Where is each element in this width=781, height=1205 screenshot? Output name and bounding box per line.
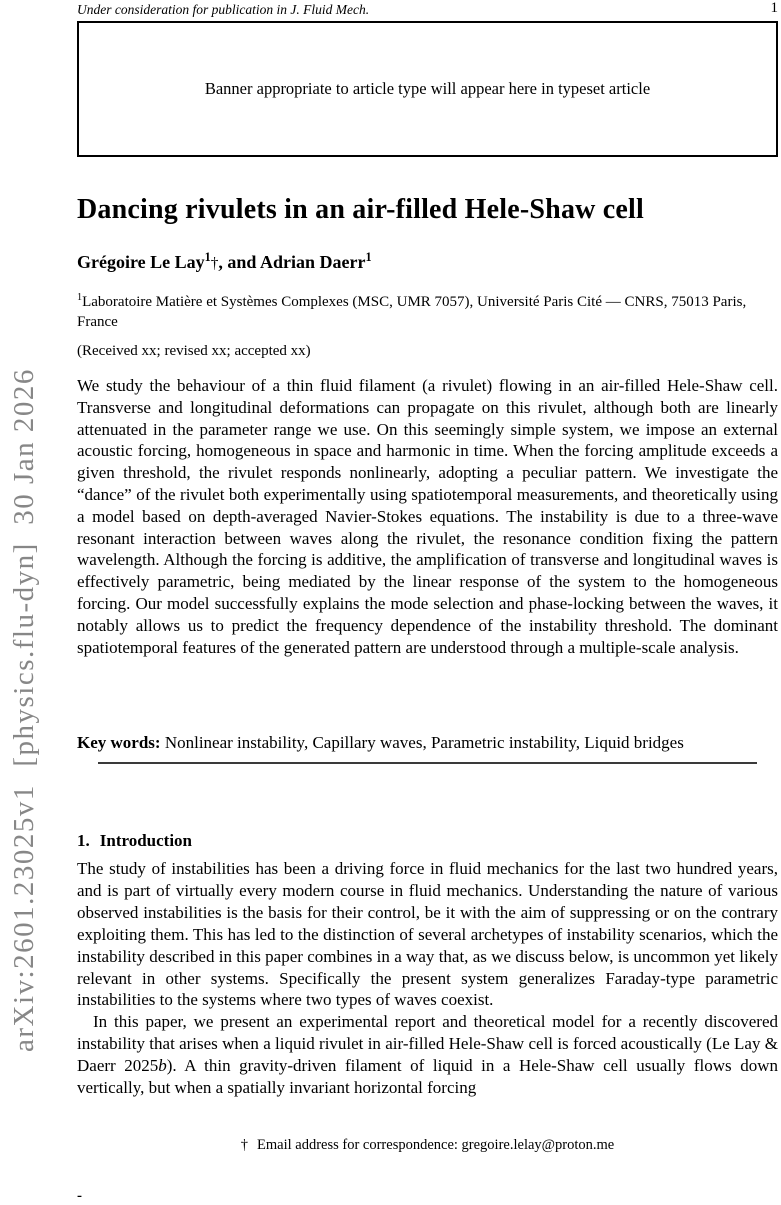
arxiv-watermark: arXiv:2601.23025v1 [physics.flu-dyn] 30 Jan 2026: [8, 368, 40, 1052]
footnote-dagger: †: [240, 1137, 249, 1153]
author-line: [77, 252, 778, 273]
author-1: Grégoire Le Lay: [77, 252, 205, 272]
author-2-affiliation-mark: 1: [365, 250, 372, 264]
author-separator: , and: [218, 252, 260, 272]
footer-dash-mark: -: [77, 1188, 82, 1204]
corresponding-author-dagger: †: [210, 255, 219, 272]
banner-text: Banner appropriate to article type will appear here in typeset article: [204, 79, 651, 98]
intro-paragraph-1: The study of instabilities has been a driving force in fluid mechanics for the last two hundred years, and is part of virtually every modern course in fluid mechanics. Understanding the nature of various observed instabilities is the basis for their control, be it with the aim of suppressing or on the contrary exploiting them. This has led to the distinction of several archetypes of instability scenarios, which the instability described in this paper combines in a way that, as we discuss below, is uncommon yet likely relevant in other systems. Specifically the present system generalizes Faraday-type parametric instabilities to the systems where two types of waves coexist.: [77, 859, 778, 1010]
received-line: (Received xx; revised xx; accepted xx): [77, 343, 311, 359]
affiliation-text: Laboratoire Matière et Systèmes Complexes (MSC, UMR 7057), Université Paris Cité — CNRS, 75013 Paris, France: [77, 294, 747, 330]
introduction-body: [77, 858, 778, 1099]
keywords-label: Key words:: [77, 733, 161, 752]
section-title: Introduction: [99, 831, 193, 850]
affiliation-mark: 1: [77, 292, 83, 303]
intro-p2-text-b: ). A thin gravity-driven filament of liquid in a Hele-Shaw cell usually flows down vertically, but when a spatially invariant horizontal forcing: [77, 1056, 778, 1098]
intro-paragraph-2: [77, 1011, 778, 1099]
section-number: 1.: [77, 831, 90, 850]
citation-year-suffix: b: [158, 1056, 167, 1076]
keywords-divider-rule: [98, 762, 757, 764]
section-heading-introduction: [77, 831, 778, 851]
running-head: Under consideration for publication in J. Fluid Mech.: [77, 2, 370, 17]
page-number: 1: [770, 0, 778, 16]
affiliation: [77, 292, 778, 332]
author-1-affiliation-mark: 1: [204, 250, 211, 264]
author-2: Adrian Daerr: [259, 252, 366, 272]
banner-box: [77, 21, 778, 157]
paper-title: Dancing rivulets in an air-filled Hele-Shaw cell: [77, 194, 644, 225]
footnote-text: Email address for correspondence: gregoire.lelay@proton.me: [257, 1137, 615, 1153]
keywords-line: [77, 733, 778, 753]
intro-p2-text-a: In this paper, we present an experimental report and theoretical model for a recently discovered instability that arises when a liquid rivulet in air-filled Hele-Shaw cell is forced acoustically (Le Lay & Daerr 2025: [77, 1012, 778, 1076]
correspondence-footnote: [77, 1137, 778, 1154]
keywords-text: Nonlinear instability, Capillary waves, Parametric instability, Liquid bridges: [164, 733, 684, 752]
abstract: We study the behaviour of a thin fluid filament (a rivulet) flowing in an air-filled Hele-Shaw cell. Transverse and longitudinal deformations can propagate on this rivulet, although both are linearly attenuated in the parameter range we use. On this seemingly simple system, we impose an external acoustic forcing, homogeneous in space and harmonic in time. When the forcing amplitude exceeds a given threshold, the rivulet responds nonlinearly, adopting a peculiar pattern. We investigate the “dance” of the rivulet both experimentally using spatiotemporal measurements, and theoretically using a model based on depth-averaged Navier-Stokes equations. The instability is due to a three-wave resonant interaction between waves along the rivulet, the resonance condition fixing the pattern wavelength. Although the forcing is additive, the amplification of transverse and longitudinal waves is effectively parametric, being mediated by the linear response of the system to the homogeneous forcing. Our model successfully explains the mode selection and phase-locking between the waves, it notably allows us to predict the frequency dependence of the instability threshold. The dominant spatiotemporal features of the generated pattern are understood through a multiple-scale analysis.: [77, 376, 778, 657]
